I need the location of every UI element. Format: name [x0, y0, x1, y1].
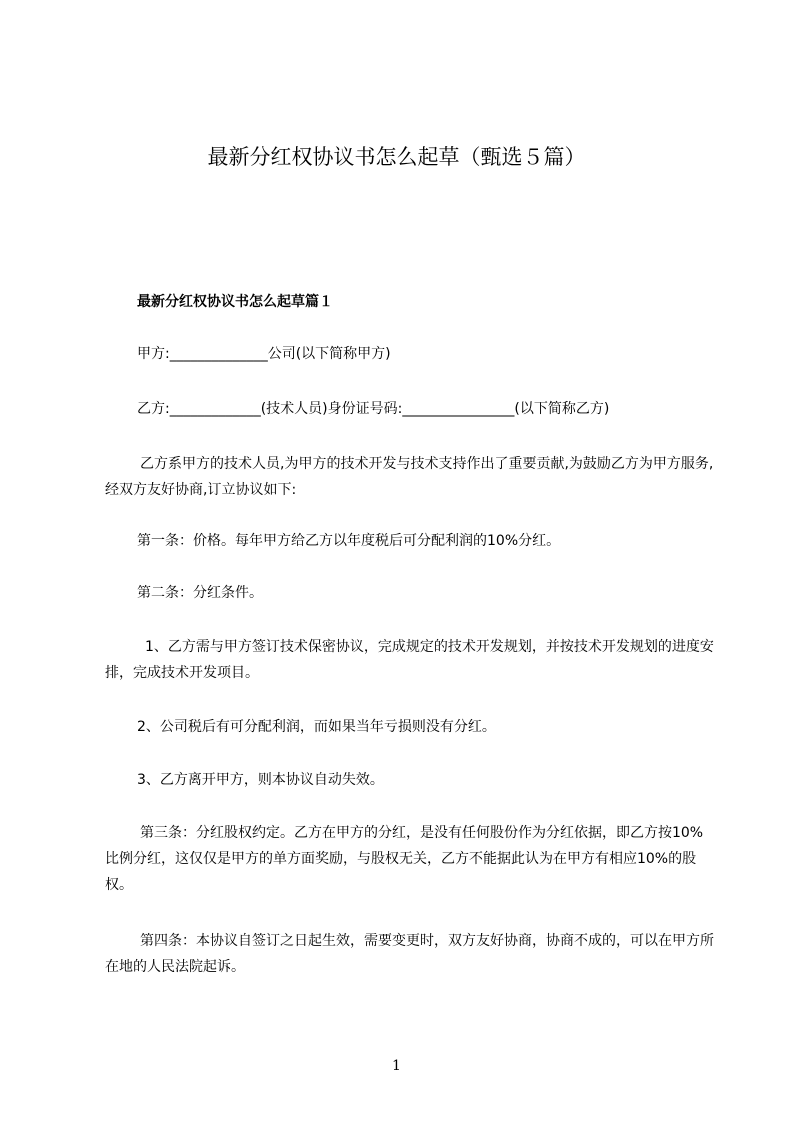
condition-1: 1、乙方需与甲方签订技术保密协议，完成规定的技术开发规划，并按技术开发规划的进度安排，完成技术开发项目。 [105, 639, 714, 681]
party-a-line: 甲方:______________公司(以下简称甲方) [137, 346, 391, 362]
section-heading: 最新分红权协议书怎么起草篇１ [137, 294, 333, 310]
page-number: 1 [392, 1058, 401, 1074]
article-3: 第三条：分红股权约定。乙方在甲方的分红，是没有任何股份作为分红依据，即乙方按10%比例分红，这仅仅是甲方的单方面奖励，与股权无关，乙方不能据此认为在甲方有相应10%的股权。 [105, 825, 704, 893]
condition-2: 2、公司税后有可分配利润，而如果当年亏损则没有分红。 [137, 719, 496, 735]
party-b-line: 乙方:_____________(技术人员)身份证号码:________________(以下简称乙方) [137, 401, 610, 417]
article-2: 第二条：分红条件。 [137, 585, 263, 601]
document-title: 最新分红权协议书怎么起草（甄选５篇） [207, 145, 586, 169]
condition-3: 3、乙方离开甲方，则本协议自动失效。 [137, 772, 384, 788]
article-4: 第四条：本协议自签订之日起生效，需要变更时，双方友好协商，协商不成的，可以在甲方所在地的人民法院起诉。 [105, 933, 714, 975]
intro-paragraph: 乙方系甲方的技术人员,为甲方的技术开发与技术支持作出了重要贡献,为鼓励乙方为甲方服务,经双方友好协商,订立协议如下: [105, 456, 714, 498]
article-1: 第一条：价格。每年甲方给乙方以年度税后可分配利润的10%分红。 [137, 533, 561, 549]
